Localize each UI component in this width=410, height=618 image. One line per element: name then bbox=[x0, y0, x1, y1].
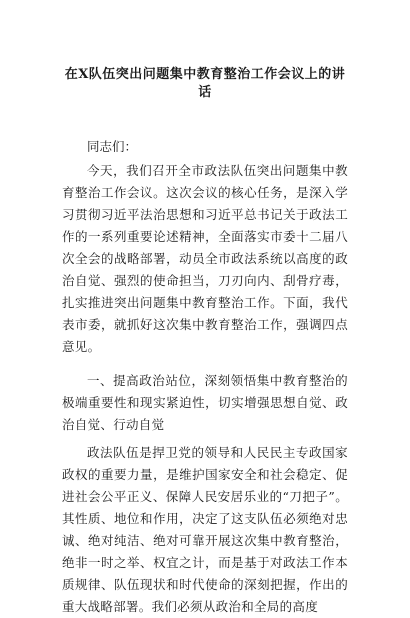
salutation: 同志们： bbox=[87, 139, 138, 154]
section-heading: 一、提高政治站位，深刻领悟集中教育整治的极端重要性和现实紧迫性，切实增强思想自觉、政治自觉、行动自觉 bbox=[62, 373, 348, 432]
paragraph-opening: 今天，我们召开全市政法队伍突出问题集中教育整治工作会议。这次会议的核心任务，是深入学习贯彻习近平法治思想和习近平总书记关于政法工作的一系列重要论述精神，全面落实市委十二届八次全会的战略部署，动员全市政法系统以高度的政治自觉、强烈的使命担当，刀刃向内、刮骨疗毒，扎实推进突出问题集中教育整治工作。下面，我代表市委，就抓好这次集中教育整治工作，强调四点意见。 bbox=[62, 163, 348, 354]
paragraph-body: 政法队伍是捍卫党的领导和人民民主专政国家政权的重要力量，是维护国家安全和社会稳定、促进社会公平正义、保障人民安居乐业的“刀把子”。其性质、地位和作用，决定了这支队伍必须绝对忠诚、绝对纯洁、绝对可靠开展这次集中教育整治，绝非一时之举、权宜之计，而是基于对政法工作本质规律、队伍现状和时代使命的深刻把握，作出的重大战略部署。我们必须从政治和全局的高度 bbox=[62, 445, 348, 614]
spacer bbox=[62, 358, 348, 366]
document-title: 在X队伍突出问题集中教育整治工作会议上的讲话 bbox=[64, 67, 346, 100]
